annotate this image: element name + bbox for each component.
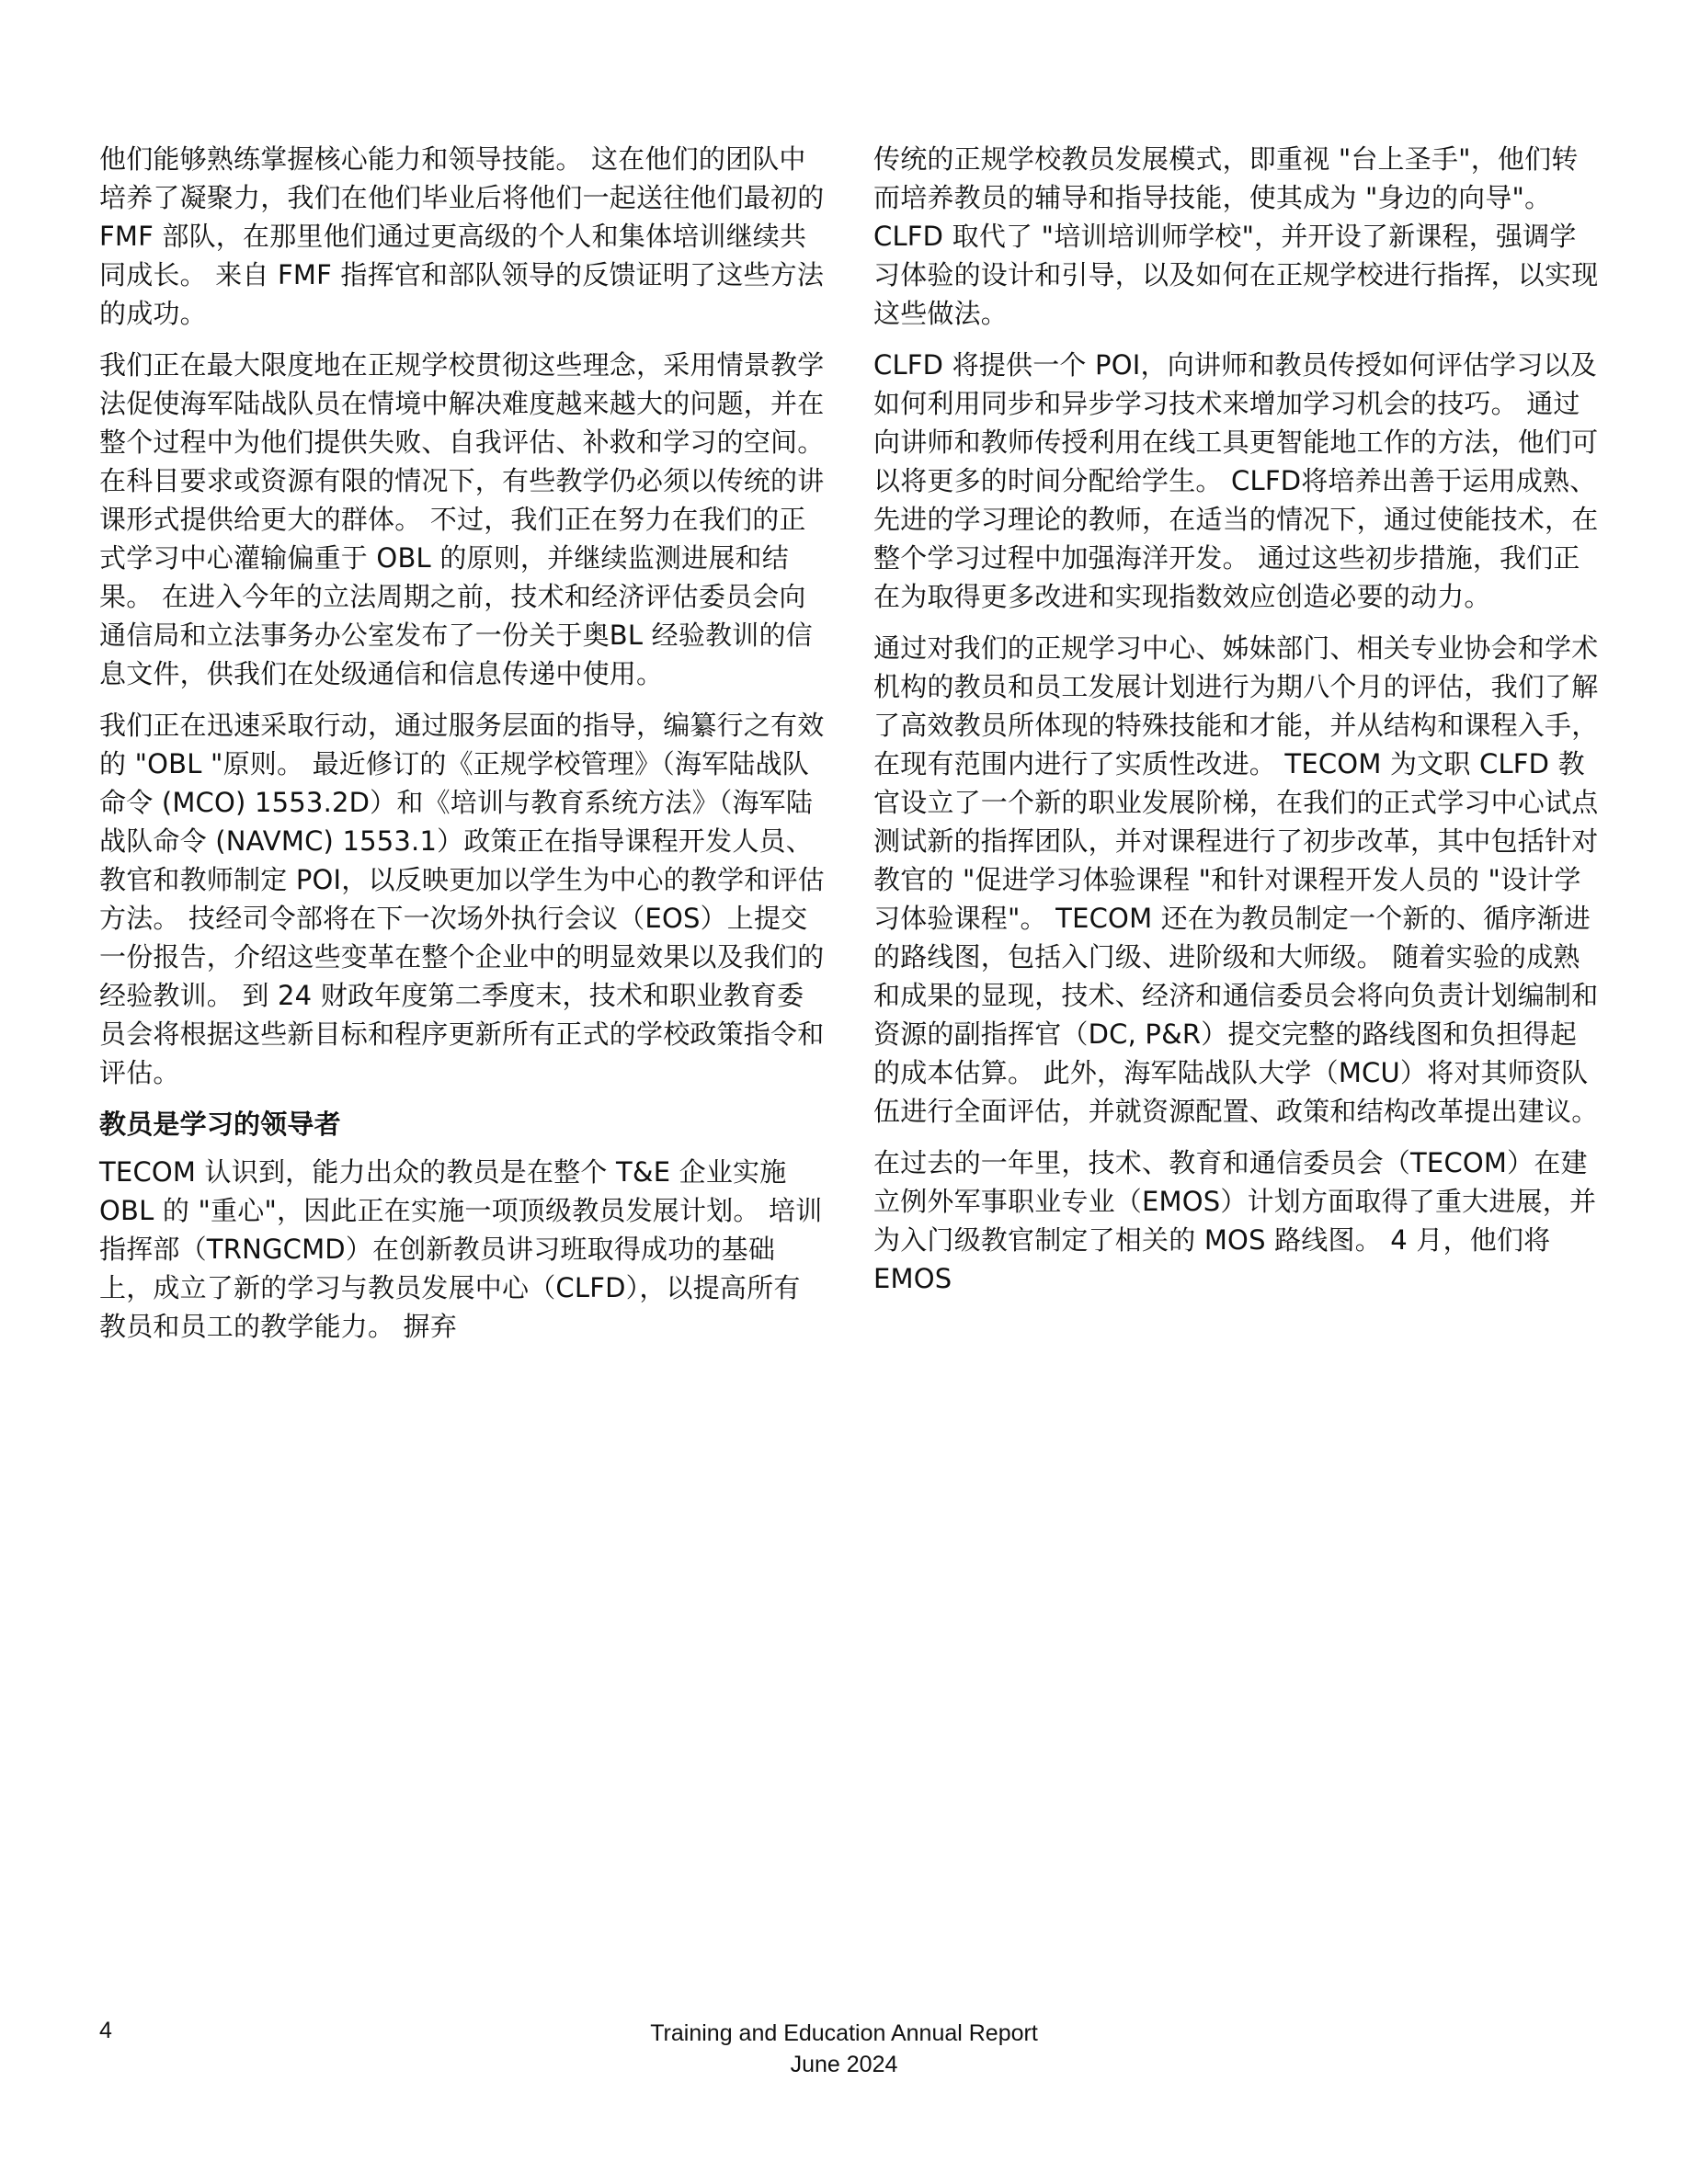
paragraph: 我们正在迅速采取行动，通过服务层面的指导，编纂行之有效的 "OBL "原则。 最近修订的《正规学校管理》（海军陆战队命令 (MCO) 1553.2D）和《培训与教育系统方法》（海军陆战队命令 (NAVMC) 1553.1）政策正在指导课程开发人员、教官和教师制定 POI，以反映更加以学生为中心的教学和评估方法。 技经司令部将在下一次场外执行会议（EOS）上提交一份报告，介绍这些变革在整个企业中的明显效果以及我们的经验教训。 到 24 财政年度第二季度末，技术和职业教育委员会将根据这些新目标和程序更新所有正式的学校政策指令和评估。 xyxy=(99,710,825,1088)
paragraph: CLFD 将提供一个 POI，向讲师和教员传授如何评估学习以及如何利用同步和异步学习技术来增加学习机会的技巧。 通过向讲师和教师传授利用在线工具更智能地工作的方法，他们可以将更多的时间分配给学生。 CLFD将培养出善于运用成熟、先进的学习理论的教师，在适当的情况下，通过使能技术，在整个学习过程中加强海洋开发。 通过这些初步措施，我们正在为取得更多改进和实现指数效应创造必要的动力。 xyxy=(873,349,1599,612)
footer xyxy=(0,2018,1688,2080)
paragraph: 在过去的一年里，技术、教育和通信委员会（TECOM）在建立例外军事职业专业（EMOS）计划方面取得了重大进展，并为入门级教官制定了相关的 MOS 路线图。 4 月，他们将 EMOS xyxy=(873,1147,1597,1294)
paragraph: 传统的正规学校教员发展模式，即重视 "台上圣手"，他们转而培养教员的辅导和指导技能，使其成为 "身边的向导"。 CLFD 取代了 "培训培训师学校"，并开设了新课程，强调学习体验的设计和引导，以及如何在正规学校进行指挥，以实现这些做法。 xyxy=(873,143,1599,329)
footer-report-title: Training and Education Annual Report xyxy=(650,2020,1038,2046)
right-column xyxy=(873,140,1600,1311)
left-column xyxy=(99,140,826,1359)
page-number: 4 xyxy=(99,2018,112,2043)
section-heading: 教员是学习的领导者 xyxy=(99,1109,341,1140)
paragraph: TECOM 认识到，能力出众的教员是在整个 T&E 企业实施 OBL 的 "重心"，因此正在实施一项顶级教员发展计划。 培训指挥部（TRNGCMD）在创新教员讲习班取得成功的基础上，成立了新的学习与教员发展中心（CLFD），以提高所有教员和员工的教学能力。 摒弃 xyxy=(99,1156,823,1342)
footer-date: June 2024 xyxy=(790,2052,898,2077)
paragraph: 通过对我们的正规学习中心、姊妹部门、相关专业协会和学术机构的教员和员工发展计划进行为期八个月的评估，我们了解了高效教员所体现的特殊技能和才能，并从结构和课程入手，在现有范围内进行了实质性改进。 TECOM 为文职 CLFD 教官设立了一个新的职业发展阶梯，在我们的正式学习中心试点测试新的指挥团队，并对课程进行了初步改革，其中包括针对教官的 "促进学习体验课程 "和针对课程开发人员的 "设计学习体验课程"。 TECOM 还在为教员制定一个新的、循序渐进的路线图，包括入门级、进阶级和大师级。 随着实验的成熟和成果的显现，技术、经济和通信委员会将向负责计划编制和资源的副指挥官（DC, P&R）提交完整的路线图和负担得起的成本估算。 此外，海军陆战队大学（MCU）将对其师资队伍进行全面评估，并就资源配置、政策和结构改革提出建议。 xyxy=(873,632,1599,1127)
paragraph: 他们能够熟练掌握核心能力和领导技能。 这在他们的团队中培养了凝聚力，我们在他们毕业后将他们一起送往他们最初的 FMF 部队，在那里他们通过更高级的个人和集体培训继续共同成长。 来自 FMF 指挥官和部队领导的反馈证明了这些方法的成功。 xyxy=(99,143,825,329)
paragraph: 我们正在最大限度地在正规学校贯彻这些理念，采用情景教学法促使海军陆战队员在情境中解决难度越来越大的问题，并在整个过程中为他们提供失败、自我评估、补救和学习的空间。 在科目要求或资源有限的情况下，有些教学仍必须以传统的讲课形式提供给更大的群体。 不过，我们正在努力在我们的正式学习中心灌输偏重于 OBL 的原则，并继续监测进展和结果。 在进入今年的立法周期之前，技术和经济评估委员会向通信局和立法事务办公室发布了一份关于奥BL 经验教训的信息文件，供我们在处级通信和信息传递中使用。 xyxy=(99,349,825,689)
